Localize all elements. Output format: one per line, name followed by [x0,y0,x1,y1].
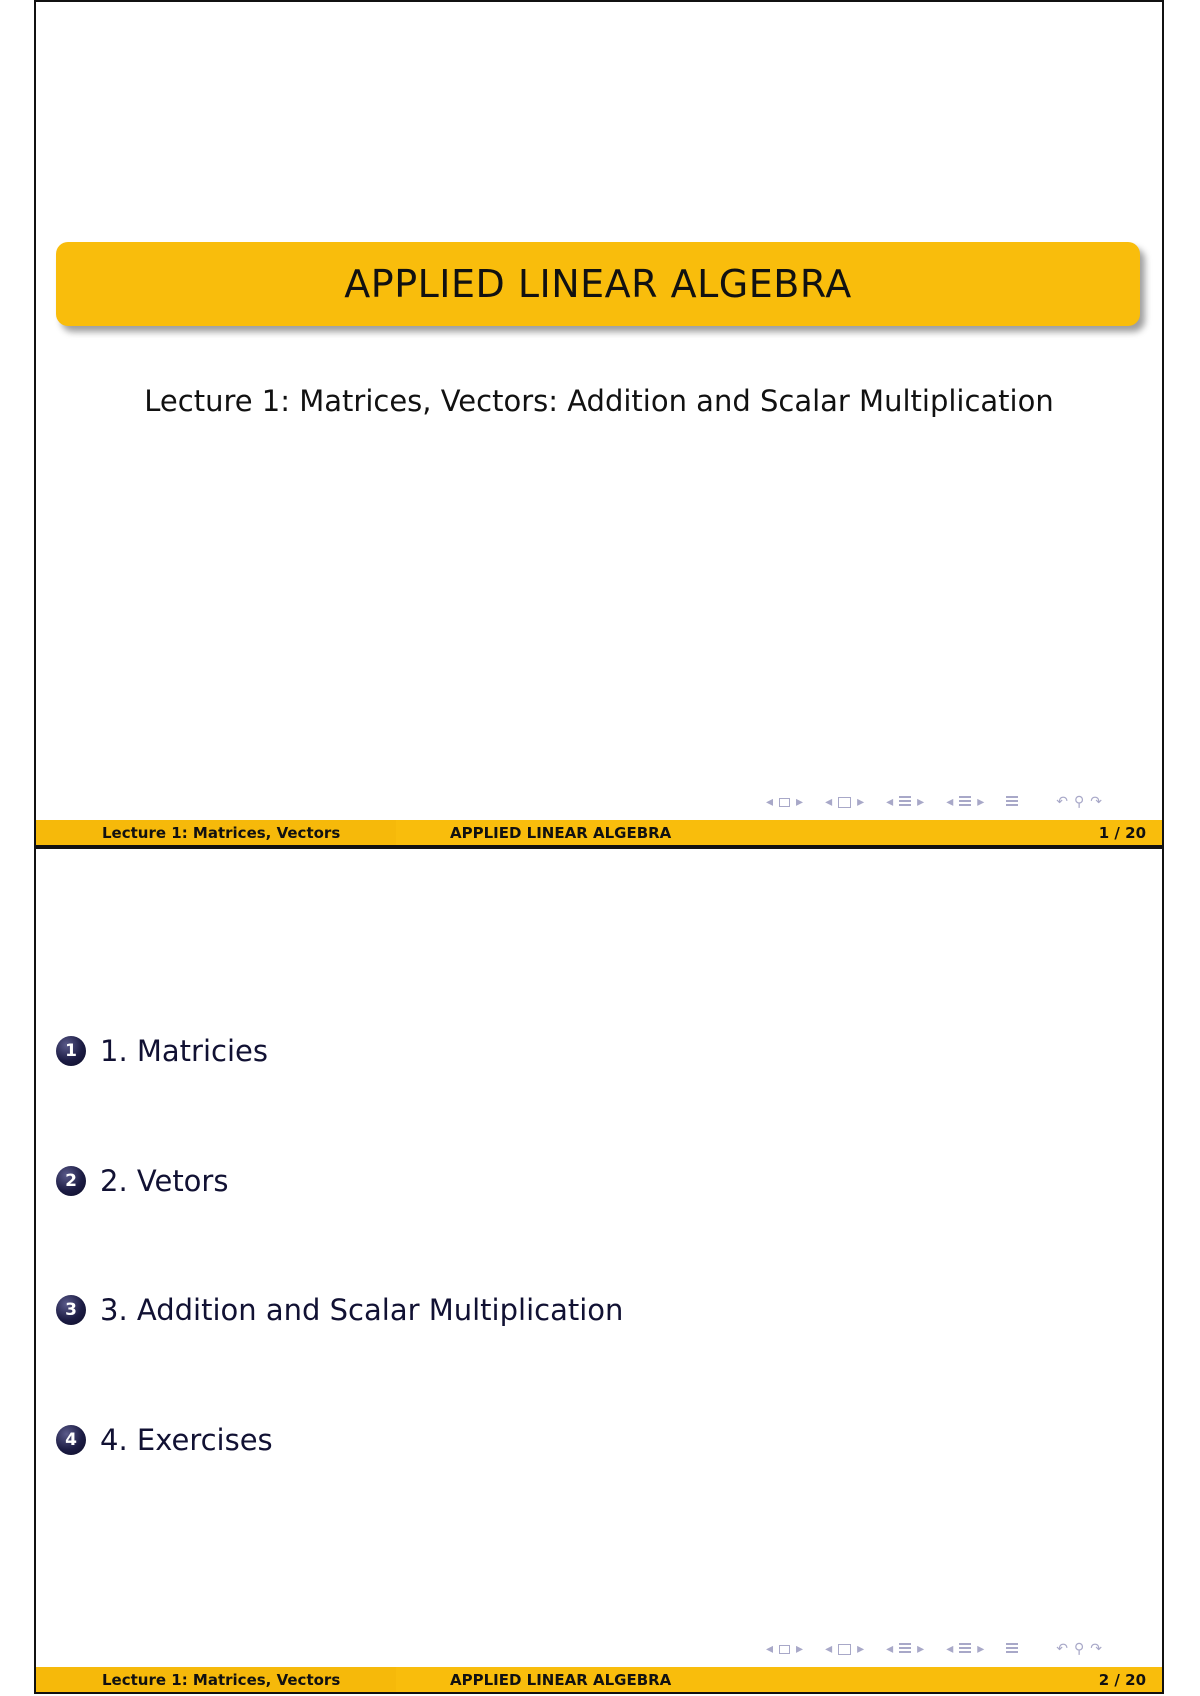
nav-left-arrow-icon[interactable]: ◂ [886,794,894,810]
nav-right-arrow-icon[interactable]: ▸ [917,794,925,810]
toc-item-label: 2. Vetors [100,1164,229,1198]
search-icon[interactable]: ⚲ [1073,1641,1085,1657]
nav-align-icon[interactable] [1006,1643,1018,1655]
nav-subsection-icon[interactable] [838,1644,851,1655]
footer-short-title: Lecture 1: Matrices, Vectors [36,1667,396,1692]
footer-course-title: APPLIED LINEAR ALGEBRA [450,823,672,842]
nav-right-arrow-icon[interactable]: ▸ [977,794,985,810]
beamer-navigation [766,794,1102,810]
redo-icon[interactable]: ↷ [1090,1641,1102,1657]
nav-document-icon[interactable] [959,796,971,808]
toc-item[interactable] [56,1423,273,1457]
nav-subsection-icon[interactable] [838,797,851,808]
nav-right-arrow-icon[interactable]: ▸ [857,794,865,810]
footer-short-title: Lecture 1: Matrices, Vectors [36,820,396,845]
redo-icon[interactable]: ↷ [1090,794,1102,810]
slide-2 [34,847,1164,1694]
slide-1 [34,0,1164,847]
nav-left-arrow-icon[interactable]: ◂ [825,794,833,810]
slide-footer [36,820,1162,845]
slide-footer [36,1667,1162,1692]
toc-item[interactable] [56,1293,623,1327]
nav-section-icon[interactable] [899,796,911,808]
nav-section-icon[interactable] [899,1643,911,1655]
numbered-bullet-icon: 1 [56,1036,86,1066]
toc-item[interactable] [56,1164,228,1198]
toc-item-label: 1. Matricies [100,1034,268,1068]
nav-frame-icon[interactable] [779,1645,790,1654]
nav-frame-icon[interactable] [779,798,790,807]
nav-left-arrow-icon[interactable]: ◂ [886,1641,894,1657]
footer-course-title: APPLIED LINEAR ALGEBRA [450,1670,672,1689]
search-icon[interactable]: ⚲ [1073,794,1085,810]
nav-align-icon[interactable] [1006,796,1018,808]
footer-page-number: 1 / 20 [1098,823,1146,842]
nav-right-arrow-icon[interactable]: ▸ [857,1641,865,1657]
nav-left-arrow-icon[interactable]: ◂ [825,1641,833,1657]
beamer-navigation [766,1641,1102,1657]
undo-icon[interactable]: ↶ [1056,1641,1068,1657]
nav-right-arrow-icon[interactable]: ▸ [977,1641,985,1657]
toc-item[interactable] [56,1034,268,1068]
footer-page-number: 2 / 20 [1098,1670,1146,1689]
nav-right-arrow-icon[interactable]: ▸ [917,1641,925,1657]
numbered-bullet-icon: 4 [56,1425,86,1455]
numbered-bullet-icon: 2 [56,1166,86,1196]
title-box [56,242,1140,326]
undo-icon[interactable]: ↶ [1056,794,1068,810]
nav-left-arrow-icon[interactable]: ◂ [946,794,954,810]
nav-document-icon[interactable] [959,1643,971,1655]
toc-item-label: 4. Exercises [100,1423,273,1457]
toc-item-label: 3. Addition and Scalar Multiplication [100,1293,624,1327]
nav-left-arrow-icon[interactable]: ◂ [766,1641,774,1657]
numbered-bullet-icon: 3 [56,1295,86,1325]
slide-title: APPLIED LINEAR ALGEBRA [344,262,852,306]
nav-right-arrow-icon[interactable]: ▸ [796,1641,804,1657]
nav-left-arrow-icon[interactable]: ◂ [766,794,774,810]
nav-right-arrow-icon[interactable]: ▸ [796,794,804,810]
nav-left-arrow-icon[interactable]: ◂ [946,1641,954,1657]
slide-subtitle: Lecture 1: Matrices, Vectors: Addition and Scalar Multiplication [144,384,1054,418]
